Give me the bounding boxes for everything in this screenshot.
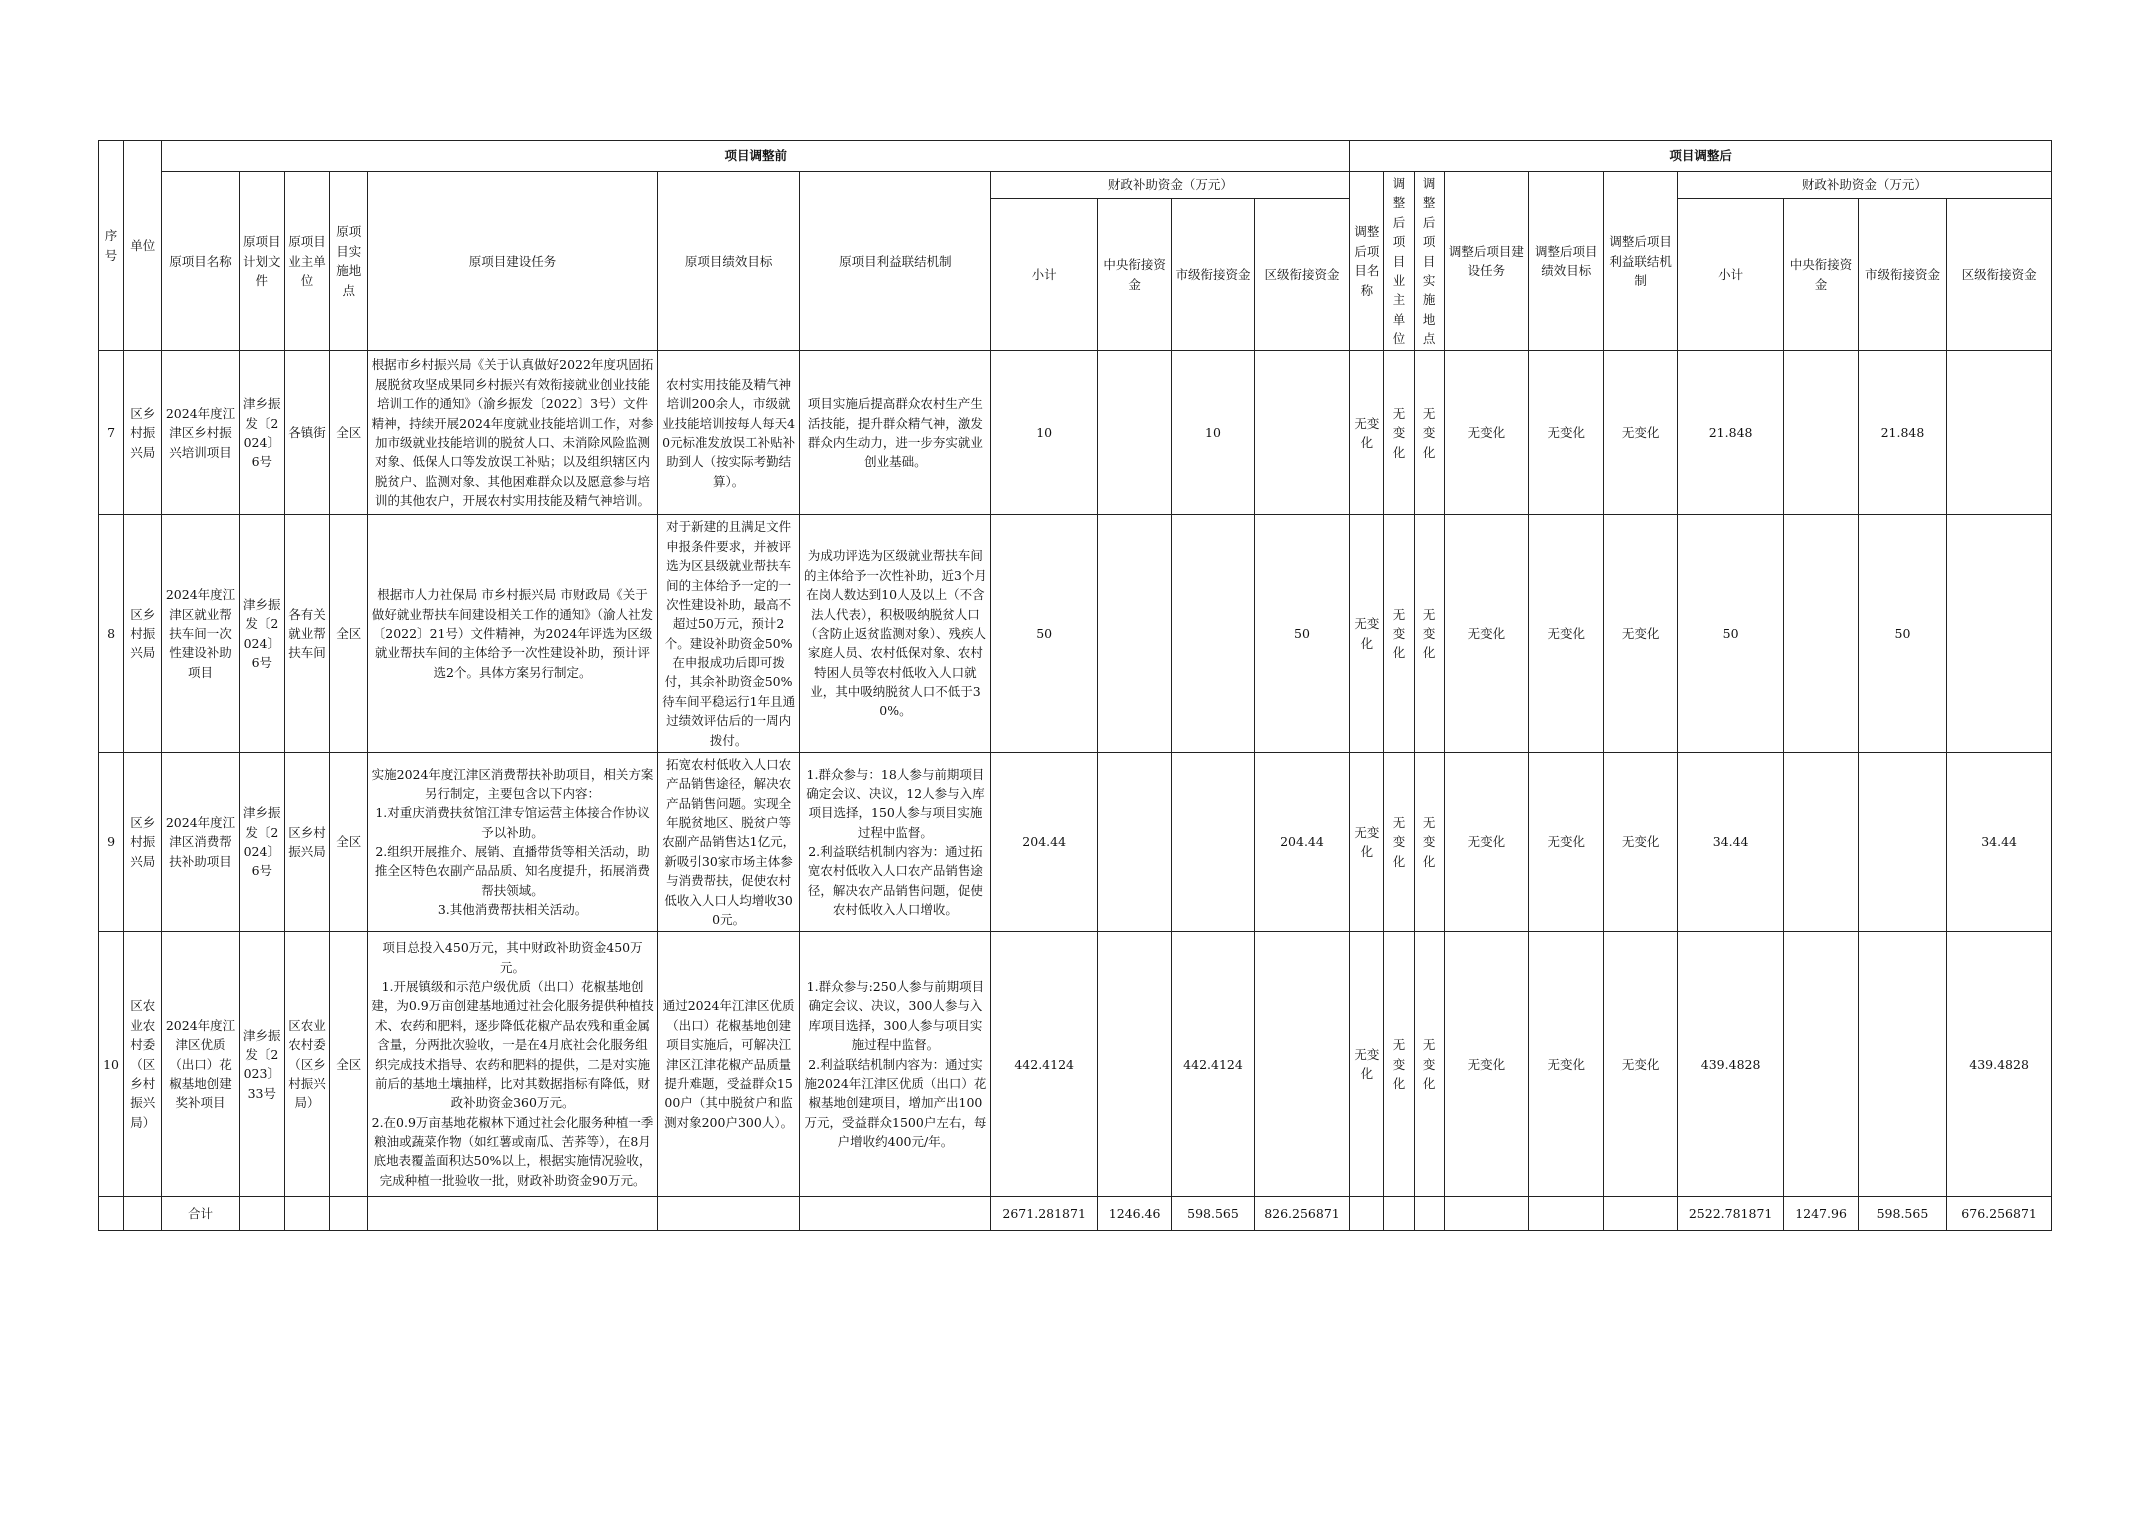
cell-name: 2024年度江津区就业帮扶车间一次性建设补助项目: [162, 515, 239, 753]
project-adjustment-table: [98, 140, 2052, 1231]
total-district: 826.256871: [1254, 1197, 1350, 1231]
cell-adj-mechanism: 无变化: [1604, 351, 1677, 515]
total-a-district: 676.256871: [1947, 1197, 2052, 1231]
cell-city: [1172, 752, 1254, 931]
cell-adj-name: 无变化: [1350, 752, 1384, 931]
total-row: [99, 1197, 2052, 1231]
header-adj-name: 调整后项目名称: [1350, 172, 1384, 351]
cell-district: 204.44: [1254, 752, 1350, 931]
cell-unit: 区乡村振兴局: [124, 351, 162, 515]
cell-city: [1172, 515, 1254, 753]
cell-seq: 7: [99, 351, 124, 515]
header-adj-mechanism: 调整后项目利益联结机制: [1604, 172, 1677, 351]
cell-owner: 区乡村振兴局: [284, 752, 329, 931]
header-funds-before: 财政补助资金（万元）: [991, 172, 1350, 199]
cell-task: 实施2024年度江津区消费帮扶补助项目，相关方案另行制定，主要包含以下内容： 1.对重庆消费扶贫馆江津专馆运营主体接合作协议予以补助。 2.组织开展推介、展销、直播带货等相关活动，助推全区特色农副产品品质、知名度提升，拓展消费帮扶领域。 3.其他消费帮扶相关活动。: [368, 752, 657, 931]
header-subtotal: 小计: [991, 199, 1098, 351]
cell-unit: 区农业农村委（区乡村振兴局）: [124, 932, 162, 1197]
cell-name: 2024年度江津区消费帮扶补助项目: [162, 752, 239, 931]
header-adj-owner: 调整后项目业主单位: [1384, 172, 1414, 351]
cell-district: [1254, 932, 1350, 1197]
cell-goal: 拓宽农村低收入人口农产品销售途径，解决农产品销售问题。实现全年脱贫地区、脱贫户等农副产品销售达1亿元，新吸引30家市场主体参与消费帮扶，促使农村低收入人口人均增收300元。: [657, 752, 800, 931]
cell-location: 全区: [330, 515, 368, 753]
header-before-group: 项目调整前: [162, 141, 1350, 172]
cell-name: 2024年度江津区优质（出口）花椒基地创建奖补项目: [162, 932, 239, 1197]
cell-plan-doc: 津乡振发〔2023〕33号: [239, 932, 284, 1197]
cell-adj-goal: 无变化: [1529, 932, 1604, 1197]
cell-a-central: [1784, 351, 1858, 515]
cell-adj-goal: 无变化: [1529, 515, 1604, 753]
cell-adj-location: 无变化: [1414, 515, 1444, 753]
header-orig-name: 原项目名称: [162, 172, 239, 351]
header-central-after: 中央衔接资金: [1784, 199, 1858, 351]
cell-a-central: [1784, 932, 1858, 1197]
cell-plan-doc: 津乡振发〔2024〕6号: [239, 515, 284, 753]
total-a-subtotal: 2522.781871: [1677, 1197, 1784, 1231]
header-central: 中央衔接资金: [1097, 199, 1171, 351]
total-a-central: 1247.96: [1784, 1197, 1858, 1231]
cell-location: 全区: [330, 351, 368, 515]
header-subtotal-after: 小计: [1677, 199, 1784, 351]
cell-a-city: [1858, 752, 1946, 931]
cell-central: [1097, 351, 1171, 515]
header-unit: 单位: [124, 141, 162, 351]
cell-adj-mechanism: 无变化: [1604, 515, 1677, 753]
cell-a-subtotal: 34.44: [1677, 752, 1784, 931]
cell-goal: 农村实用技能及精气神培训200余人，市级就业技能培训按每人每天40元标准发放误工补贴补助到人（按实际考勤结算）。: [657, 351, 800, 515]
total-a-city: 598.565: [1858, 1197, 1946, 1231]
header-district-after: 区级衔接资金: [1947, 199, 2052, 351]
header-seq: 序号: [99, 141, 124, 351]
cell-adj-location: 无变化: [1414, 752, 1444, 931]
cell-adj-owner: 无变化: [1384, 932, 1414, 1197]
cell-a-city: 50: [1858, 515, 1946, 753]
header-city: 市级衔接资金: [1172, 199, 1254, 351]
cell-a-central: [1784, 515, 1858, 753]
cell-seq: 10: [99, 932, 124, 1197]
cell-task: 根据市乡村振兴局《关于认真做好2022年度巩固拓展脱贫攻坚成果同乡村振兴有效衔接就业创业技能培训工作的通知》（渝乡振发〔2022〕3号）文件精神，持续开展2024年度就业技能培训工作，对参加市级就业技能培训的脱贫人口、未消除风险监测对象、低保人口等发放误工补贴；以及组织辖区内脱贫户、监测对象、其他困难群众以及愿意参与培训的其他农户，开展农村实用技能及精气神培训。: [368, 351, 657, 515]
cell-adj-task: 无变化: [1444, 932, 1528, 1197]
cell-location: 全区: [330, 752, 368, 931]
cell-task: 项目总投入450万元，其中财政补助资金450万元。 1.开展镇级和示范户级优质（出口）花椒基地创建，为0.9万亩创建基地通过社会化服务提供种植技术、农药和肥料，逐步降低花椒产品农残和重金属含量，分两批次验收，一是在4月底社会化服务组织完成技术指导、农药和肥料的提供，二是对实施前后的基地土壤抽样，比对其数据指标有降低，财政补助资金360万元。 2.在0.9万亩基地花椒林下通过社会化服务种植一季粮油或蔬菜作物（如红薯或南瓜、苦荞等），在8月底地表覆盖面积达50%以上，根据实施情况验收，完成种植一批验收一批，财政补助资金90万元。: [368, 932, 657, 1197]
cell-a-subtotal: 50: [1677, 515, 1784, 753]
cell-location: 全区: [330, 932, 368, 1197]
cell-mechanism: 1.群众参与：18人参与前期项目确定会议、决议，12人参与入库项目选择，150人参与项目实施过程中监督。 2.利益联结机制内容为：通过拓宽农村低收入人口农产品销售途径，解决农产品销售问题，促使农村低收入人口增收。: [800, 752, 991, 931]
header-orig-goal: 原项目绩效目标: [657, 172, 800, 351]
cell-owner: 各镇街: [284, 351, 329, 515]
cell-subtotal: 50: [991, 515, 1098, 753]
cell-subtotal: 10: [991, 351, 1098, 515]
header-orig-plan-doc: 原项目计划文件: [239, 172, 284, 351]
total-central: 1246.46: [1097, 1197, 1171, 1231]
cell-mechanism: 1.群众参与:250人参与前期项目确定会议、决议，300人参与入库项目选择，300人参与项目实施过程中监督。 2.利益联结机制内容为：通过实施2024年江津区优质（出口）花椒基地创建项目，增加产出100万元，受益群众1500户左右，每户增收约400元/年。: [800, 932, 991, 1197]
total-label: 合计: [162, 1197, 239, 1231]
header-adj-location: 调整后项目实施地点: [1414, 172, 1444, 351]
cell-a-subtotal: 439.4828: [1677, 932, 1784, 1197]
cell-owner: 区农业农村委（区乡村振兴局）: [284, 932, 329, 1197]
cell-unit: 区乡村振兴局: [124, 515, 162, 753]
cell-a-subtotal: 21.848: [1677, 351, 1784, 515]
cell-a-city: 21.848: [1858, 351, 1946, 515]
cell-adj-task: 无变化: [1444, 515, 1528, 753]
cell-adj-mechanism: 无变化: [1604, 932, 1677, 1197]
cell-adj-owner: 无变化: [1384, 351, 1414, 515]
cell-adj-goal: 无变化: [1529, 752, 1604, 931]
cell-adj-name: 无变化: [1350, 351, 1384, 515]
cell-adj-name: 无变化: [1350, 932, 1384, 1197]
header-orig-mechanism: 原项目利益联结机制: [800, 172, 991, 351]
header-city-after: 市级衔接资金: [1858, 199, 1946, 351]
cell-a-central: [1784, 752, 1858, 931]
header-orig-task: 原项目建设任务: [368, 172, 657, 351]
cell-central: [1097, 752, 1171, 931]
cell-adj-owner: 无变化: [1384, 515, 1414, 753]
header-district: 区级衔接资金: [1254, 199, 1350, 351]
cell-a-district: 34.44: [1947, 752, 2052, 931]
cell-seq: 8: [99, 515, 124, 753]
cell-a-city: [1858, 932, 1946, 1197]
cell-adj-name: 无变化: [1350, 515, 1384, 753]
cell-adj-location: 无变化: [1414, 351, 1444, 515]
cell-adj-task: 无变化: [1444, 351, 1528, 515]
cell-mechanism: 为成功评选为区级就业帮扶车间的主体给予一次性补助，近3个月在岗人数达到10人及以上（不含法人代表），积极吸纳脱贫人口（含防止返贫监测对象）、残疾人家庭人员、农村低保对象、农村特困人员等农村低收入人口就业，其中吸纳脱贫人口不低于30%。: [800, 515, 991, 753]
cell-a-district: [1947, 351, 2052, 515]
header-funds-after: 财政补助资金（万元）: [1677, 172, 2051, 199]
cell-seq: 9: [99, 752, 124, 931]
cell-adj-goal: 无变化: [1529, 351, 1604, 515]
cell-name: 2024年度江津区乡村振兴培训项目: [162, 351, 239, 515]
cell-adj-mechanism: 无变化: [1604, 752, 1677, 931]
table-row: [99, 351, 2052, 515]
cell-district: [1254, 351, 1350, 515]
cell-central: [1097, 515, 1171, 753]
cell-task: 根据市人力社保局 市乡村振兴局 市财政局《关于做好就业帮扶车间建设相关工作的通知》（渝人社发〔2022〕21号）文件精神，为2024年评选为区级就业帮扶车间的主体给予一次性建设补助，预计评选2个。具体方案另行制定。: [368, 515, 657, 753]
table-row: [99, 932, 2052, 1197]
cell-subtotal: 204.44: [991, 752, 1098, 931]
total-subtotal: 2671.281871: [991, 1197, 1098, 1231]
cell-unit: 区乡村振兴局: [124, 752, 162, 931]
cell-city: 442.4124: [1172, 932, 1254, 1197]
cell-a-district: 439.4828: [1947, 932, 2052, 1197]
total-city: 598.565: [1172, 1197, 1254, 1231]
header-orig-location: 原项目实施地点: [330, 172, 368, 351]
cell-city: 10: [1172, 351, 1254, 515]
cell-subtotal: 442.4124: [991, 932, 1098, 1197]
cell-plan-doc: 津乡振发〔2024〕6号: [239, 351, 284, 515]
cell-goal: 通过2024年江津区优质（出口）花椒基地创建项目实施后，可解决江津区江津花椒产品质量提升难题，受益群众1500户（其中脱贫户和监测对象200户300人）。: [657, 932, 800, 1197]
header-orig-owner: 原项目业主单位: [284, 172, 329, 351]
cell-district: 50: [1254, 515, 1350, 753]
cell-mechanism: 项目实施后提高群众农村生产生活技能，提升群众精气神，激发群众内生动力，进一步夯实就业创业基础。: [800, 351, 991, 515]
cell-a-district: [1947, 515, 2052, 753]
cell-plan-doc: 津乡振发〔2024〕6号: [239, 752, 284, 931]
header-adj-goal: 调整后项目绩效目标: [1529, 172, 1604, 351]
cell-adj-owner: 无变化: [1384, 752, 1414, 931]
cell-adj-location: 无变化: [1414, 932, 1444, 1197]
cell-owner: 各有关就业帮扶车间: [284, 515, 329, 753]
cell-central: [1097, 932, 1171, 1197]
cell-adj-task: 无变化: [1444, 752, 1528, 931]
table-row: [99, 752, 2052, 931]
cell-goal: 对于新建的且满足文件申报条件要求，并被评选为区县级就业帮扶车间的主体给予一定的一次性建设补助，最高不超过50万元，预计2个。建设补助资金50%在申报成功后即可拨付，其余补助资金50%待车间平稳运行1年且通过绩效评估后的一周内拨付。: [657, 515, 800, 753]
header-adj-task: 调整后项目建设任务: [1444, 172, 1528, 351]
table-row: [99, 515, 2052, 753]
header-after-group: 项目调整后: [1350, 141, 2052, 172]
